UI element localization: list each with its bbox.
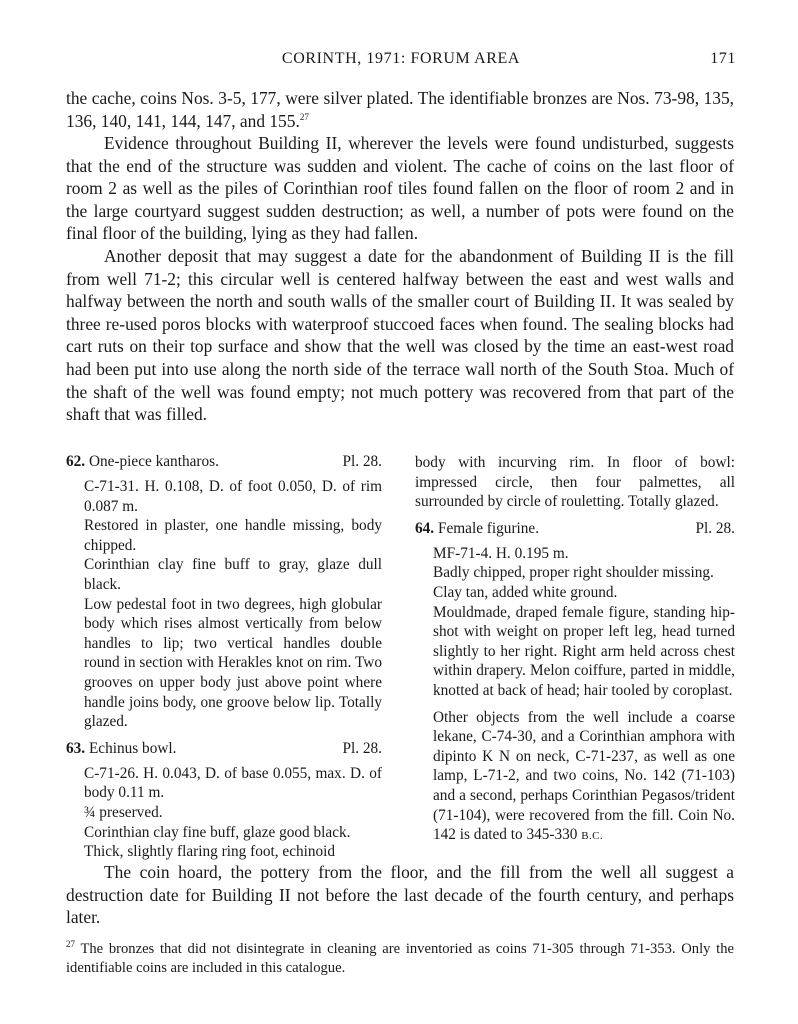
entry-62-description: Low pedestal foot in two degrees, high globular body which rises almost vertically from below handles to lip; two vertical handles double round in section with Herakles knot on rim. Two grooves on upper body just above point where handle joins body, one groove below lip. Totally glazed.: [84, 595, 382, 731]
page-number: 171: [710, 50, 736, 67]
footnote: [66, 935, 734, 978]
other-objects-text: Other objects from the well include a coarse lekane, C-74-30, and a Corinthian amphora with dipinto Κ Ν on neck, C-71-237, as well as one lamp, L-71-2, and two coins, No. 142 (71-103) and a second, perhaps Corinthian Pegasos/trident (71-104), were recovered from the fill. Coin No. 142 is dated to 345-330: [433, 708, 735, 844]
entry-number: 63.: [66, 739, 86, 757]
catalogue-entry-63-heading: [66, 739, 382, 759]
entry-number: 62.: [66, 453, 86, 470]
footnote-text: The bronzes that did not disintegrate in cleaning are inventoried as coins 71-305 through 71-353. Only the identifiable coins are included in this catalogue.: [66, 941, 734, 976]
era-abbreviation: B.C.: [581, 830, 604, 843]
entry-title: One-piece kantharos.: [88, 453, 219, 470]
entry-64-condition: Badly chipped, proper right shoulder missing.: [433, 564, 714, 582]
running-title: CORINTH, 1971: FORUM AREA: [281, 50, 521, 67]
entry-64-description: Mouldmade, draped female figure, standing hip-shot with weight on proper left leg, head turned slightly to her right. Right arm held across chest within drapery. Melon coiffure, parted in middle, knotted at back of head; hair tooled by coroplast.: [433, 603, 735, 699]
entry-plate: Pl. 28.: [695, 519, 735, 537]
entry-63-fabric: Corinthian clay fine buff, glaze good black.: [84, 823, 351, 841]
entry-plate: Pl. 28.: [342, 739, 382, 757]
paragraph-well-deposit: Another deposit that may suggest a date for the abandonment of Building II is the fill from well 71-2; this circular well is centered halfway between the east and west walls and halfway between the north and south walls of the smaller court of Building II. It was sealed by three re-used poros blocks with waterproof stuccoed faces when found. The sealing blocks had cart ruts on their top surface and show that the well was closed by the time an east-west road had been put into use along the north side of the terrace wall north of the South Stoa. Much of the shaft of the well was found empty; not much pottery was recovered from that part of the shaft that was filled.: [66, 246, 734, 425]
entry-63-condition: ¾ preserved.: [84, 803, 163, 821]
entry-64-fabric: Clay tan, added white ground.: [433, 583, 618, 601]
footnote-reference: 27: [299, 111, 309, 122]
entry-plate: Pl. 28.: [342, 453, 382, 470]
entry-63-reference: C-71-26. H. 0.043, D. of base 0.055, max. D. of body 0.11 m.: [84, 764, 382, 802]
entry-62-fabric: Corinthian clay fine buff to gray, glaze dull black.: [84, 556, 382, 593]
entry-number: 64.: [415, 519, 435, 537]
catalogue-entry-62-heading: [66, 452, 382, 472]
entry-title: Female figurine.: [437, 519, 540, 537]
paragraph-evidence: Evidence throughout Building II, wherever the levels were found undisturbed, suggests that the end of the structure was sudden and violent. The cache of coins on the last floor of room 2 as well as the piles of Corinthian roof tiles found fallen on the floor of room 2 and in the large courtyard suggest sudden destruction; as well, a number of pots were found on the final floor of the building, lying as they had fallen.: [66, 133, 734, 244]
entry-62-condition: Restored in plaster, one handle missing, body chipped.: [84, 517, 382, 554]
catalogue-column-right: [415, 453, 735, 847]
entry-63-description-continued: body with incurving rim. In floor of bowl: impressed circle, then four palmettes, all surrounded by circle of rouletting. Totally glazed.: [415, 454, 735, 511]
running-header: [66, 50, 736, 74]
footnote-number: 27: [66, 939, 75, 949]
entry-63-description: Thick, slightly flaring ring foot, echinoid: [84, 843, 336, 861]
catalogue-entry-64-heading: [415, 519, 735, 539]
entry-62-reference: C-71-31. H. 0.108, D. of foot 0.050, D. of rim 0.087 m.: [84, 478, 382, 515]
entry-title: Echinus bowl.: [88, 739, 177, 757]
paragraph-cache: [66, 87, 734, 132]
other-objects-note: [415, 708, 735, 847]
entry-64-reference: MF-71-4. H. 0.195 m.: [433, 544, 569, 562]
catalogue-column-left: [66, 452, 382, 862]
paragraph-cache-text: the cache, coins Nos. 3-5, 177, were silver plated. The identifiable bronzes are Nos. 73-98, 135, 136, 140, 141, 144, 147, and 155.: [66, 88, 734, 131]
paragraph-conclusion: The coin hoard, the pottery from the floor, and the fill from the well all suggest a destruction date for Building II not before the last decade of the fourth century, and perhaps later.: [66, 862, 734, 928]
